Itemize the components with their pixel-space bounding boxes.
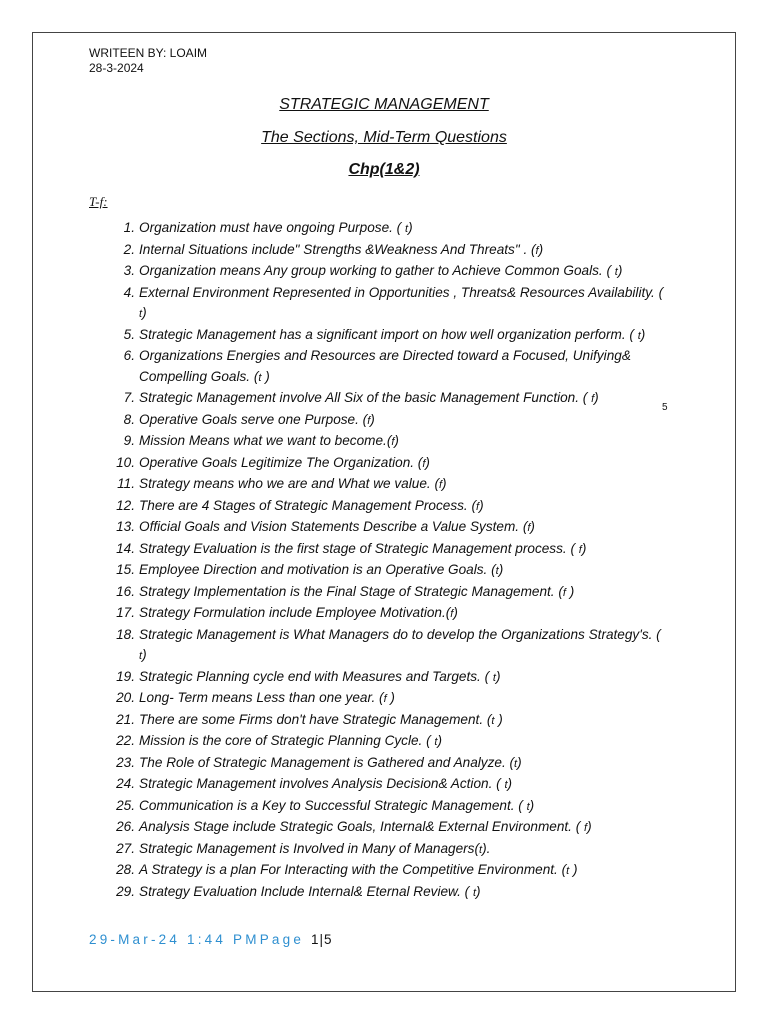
question-text: Analysis Stage include Strategic Goals, Internal& External Environment. (	[139, 819, 585, 834]
question-item	[110, 817, 670, 839]
question-answer: f	[422, 457, 426, 470]
question-number: 19.	[116, 668, 135, 684]
question-text: Communication is a Key to Successful Strategic Management. (	[139, 797, 527, 813]
question-number: 13.	[116, 519, 135, 534]
question-item	[110, 796, 670, 818]
question-number: 22.	[116, 733, 135, 748]
question-close-paren: )	[498, 562, 504, 577]
side-mark: 5	[662, 402, 668, 413]
page-footer	[89, 932, 333, 947]
question-answer: t	[566, 865, 570, 877]
question-number: 3.	[123, 263, 135, 278]
question-close-paren: )	[370, 411, 375, 427]
question-number: 7.	[123, 390, 135, 405]
question-answer: f	[476, 500, 480, 513]
question-close-paren: )	[425, 454, 430, 470]
question-close-paren: )	[565, 583, 575, 599]
question-close-paren: )	[386, 690, 395, 705]
footer-timestamp: 29-Mar-24 1:44 PM	[89, 932, 260, 947]
question-answer: t	[514, 757, 518, 770]
question-answer: f	[438, 479, 443, 491]
question-text: Mission is the core of Strategic Planning Cycle. (	[139, 733, 435, 748]
question-close-paren: )	[569, 862, 578, 877]
question-number: 27.	[116, 840, 135, 856]
question-text: Strategic Management has a significant import on how well organization perform. (	[139, 326, 638, 342]
question-close-paren: )	[529, 797, 535, 813]
question-item	[110, 882, 670, 904]
question-close-paren: )	[479, 497, 484, 513]
question-answer: f	[578, 543, 582, 556]
date-line: 28-3-2024	[89, 61, 144, 75]
document-subtitle: The Sections, Mid-Term Questions	[261, 129, 507, 146]
question-answer: t	[434, 736, 438, 748]
question-answer: f	[562, 586, 566, 599]
author-line: WRITEEN BY: LOAIM	[89, 46, 208, 60]
question-close-paren: )	[142, 305, 147, 320]
question-answer: f	[584, 822, 588, 834]
question-text: Strategic Management involves Analysis Decision& Action. (	[139, 776, 505, 791]
true-false-list	[110, 218, 670, 903]
question-close-paren: ).	[482, 840, 491, 856]
question-item	[110, 839, 670, 861]
chapter-heading: Chp(1&2)	[348, 161, 420, 178]
question-close-paren: )	[261, 368, 270, 384]
question-close-paren: )	[594, 390, 599, 405]
question-text: Long- Term means Less than one year. (	[139, 690, 384, 705]
question-answer: f	[391, 436, 395, 448]
question-item	[110, 625, 670, 667]
question-number: 20.	[116, 690, 135, 705]
question-answer: t	[405, 223, 409, 235]
question-answer: f	[591, 393, 595, 405]
question-text: Employee Direction and motivation is an Operative Goals. (	[139, 562, 496, 577]
question-answer: t	[526, 800, 530, 813]
question-text: Strategic Management is Involved in Many of Managers(	[139, 840, 480, 856]
question-text: Strategy Formulation include Employee Motivation.(	[139, 605, 451, 620]
question-item	[110, 667, 670, 689]
question-text: Strategic Management involve All Six of the basic Management Function. (	[139, 390, 592, 405]
question-number: 10.	[116, 454, 135, 470]
question-item	[110, 710, 670, 732]
document-title: STRATEGIC MANAGEMENT	[279, 96, 489, 113]
question-number: 12.	[116, 497, 135, 513]
question-number: 8.	[123, 411, 135, 427]
question-item	[110, 774, 670, 796]
question-item	[110, 283, 670, 325]
question-close-paren: )	[453, 605, 458, 620]
question-answer: f	[450, 608, 454, 620]
question-item	[110, 453, 670, 475]
question-text: Organization means Any group working to gather to Achieve Common Goals. (	[139, 263, 615, 278]
question-number: 24.	[116, 776, 135, 791]
question-answer: t	[614, 266, 618, 278]
question-item	[110, 410, 670, 432]
question-text: The Role of Strategic Management is Gathered and Analyze. (	[139, 754, 515, 770]
question-text: Operative Goals Legitimize The Organization. (	[139, 454, 423, 470]
question-close-paren: )	[530, 519, 535, 534]
question-close-paren: )	[494, 711, 503, 727]
question-item	[110, 517, 670, 539]
question-text: Strategy Evaluation Include Internal& Eternal Review. (	[139, 883, 473, 899]
question-close-paren: )	[581, 540, 587, 556]
question-item	[110, 240, 670, 262]
question-number: 15.	[116, 562, 135, 577]
question-number: 1.	[123, 220, 135, 235]
question-answer: t	[637, 329, 641, 342]
question-item	[110, 753, 670, 775]
question-text: There are 4 Stages of Strategic Management Process. (	[139, 497, 476, 513]
question-close-paren: )	[142, 647, 147, 662]
question-item	[110, 474, 670, 496]
question-answer: t	[472, 886, 477, 899]
question-number: 16.	[116, 583, 135, 599]
question-text: Mission Means what we want to become.(	[139, 433, 392, 448]
question-item	[110, 688, 670, 710]
question-close-paren: )	[507, 776, 513, 791]
question-item	[110, 388, 670, 410]
question-number: 5.	[123, 326, 135, 342]
question-number: 6.	[123, 348, 135, 363]
question-close-paren: )	[640, 326, 646, 342]
question-item	[110, 261, 670, 283]
question-item	[110, 325, 670, 347]
question-item	[110, 582, 670, 604]
question-answer: t	[258, 371, 262, 384]
question-answer: f	[527, 522, 531, 534]
question-answer: t	[491, 714, 495, 727]
question-number: 28.	[116, 862, 135, 877]
question-close-paren: )	[394, 433, 399, 448]
question-answer: f	[367, 414, 371, 427]
section-label-tf: T-f:	[89, 194, 108, 209]
question-number: 2.	[123, 241, 135, 257]
question-text: A Strategy is a plan For Interacting with the Competitive Environment. (	[139, 862, 567, 877]
question-answer: t	[504, 779, 508, 791]
question-number: 11.	[117, 476, 135, 491]
question-text: Organizations Energies and Resources are Directed toward a Focused, Unifying& Compelling Goals. (	[139, 348, 631, 384]
question-item	[110, 560, 670, 582]
question-close-paren: )	[587, 819, 592, 834]
question-number: 21.	[116, 711, 135, 727]
question-text: Strategic Planning cycle end with Measures and Targets. (	[139, 668, 493, 684]
question-close-paren: )	[437, 733, 443, 748]
author-block	[89, 46, 207, 76]
question-item	[110, 496, 670, 518]
question-number: 18.	[116, 626, 135, 642]
question-number: 25.	[116, 797, 135, 813]
question-answer: t	[139, 308, 143, 320]
question-number: 23.	[116, 754, 135, 770]
question-item	[110, 860, 670, 882]
question-number: 4.	[123, 284, 135, 300]
question-text: Strategy means who we are and What we value. (	[139, 476, 439, 491]
question-answer: t	[495, 565, 499, 577]
question-answer: t	[139, 650, 143, 662]
question-text: Strategy Evaluation is the first stage of Strategic Management process. (	[139, 540, 579, 556]
question-number: 29.	[116, 883, 135, 899]
question-item	[110, 431, 670, 453]
question-close-paren: )	[408, 220, 413, 235]
question-close-paren: )	[442, 476, 447, 491]
footer-page-label: Page	[259, 932, 311, 947]
question-item	[110, 731, 670, 753]
question-text: Organization must have ongoing Purpose. (	[139, 220, 405, 235]
question-close-paren: )	[495, 668, 501, 684]
question-item	[110, 603, 670, 625]
question-text: Strategic Management is What Managers do to develop the Organizations Strategy's. (	[139, 626, 661, 642]
question-number: 26.	[116, 819, 135, 834]
question-answer: f	[383, 693, 387, 705]
question-close-paren: )	[476, 883, 481, 899]
question-text: Strategy Implementation is the Final Stage of Strategic Management. (	[139, 583, 563, 599]
question-text: Internal Situations include" Strengths &Weakness And Threats" . (	[139, 241, 536, 257]
question-close-paren: )	[617, 263, 623, 278]
question-answer: t	[492, 671, 496, 684]
question-close-paren: )	[517, 754, 522, 770]
question-text: External Environment Represented in Opportunities , Threats& Resources Availability. (	[139, 284, 664, 300]
question-text: There are some Firms don't have Strategic Management. (	[139, 711, 492, 727]
footer-page-number: 1|5	[310, 932, 333, 947]
question-answer: f	[535, 244, 539, 257]
question-number: 17.	[116, 605, 135, 620]
question-item	[110, 539, 670, 561]
question-item	[110, 346, 670, 388]
question-answer: t	[479, 843, 483, 856]
question-close-paren: )	[538, 241, 544, 257]
question-number: 9.	[123, 433, 135, 448]
question-item	[110, 218, 670, 240]
question-text: Official Goals and Vision Statements Describe a Value System. (	[139, 519, 528, 534]
question-text: Operative Goals serve one Purpose. (	[139, 411, 368, 427]
question-number: 14.	[116, 540, 135, 556]
